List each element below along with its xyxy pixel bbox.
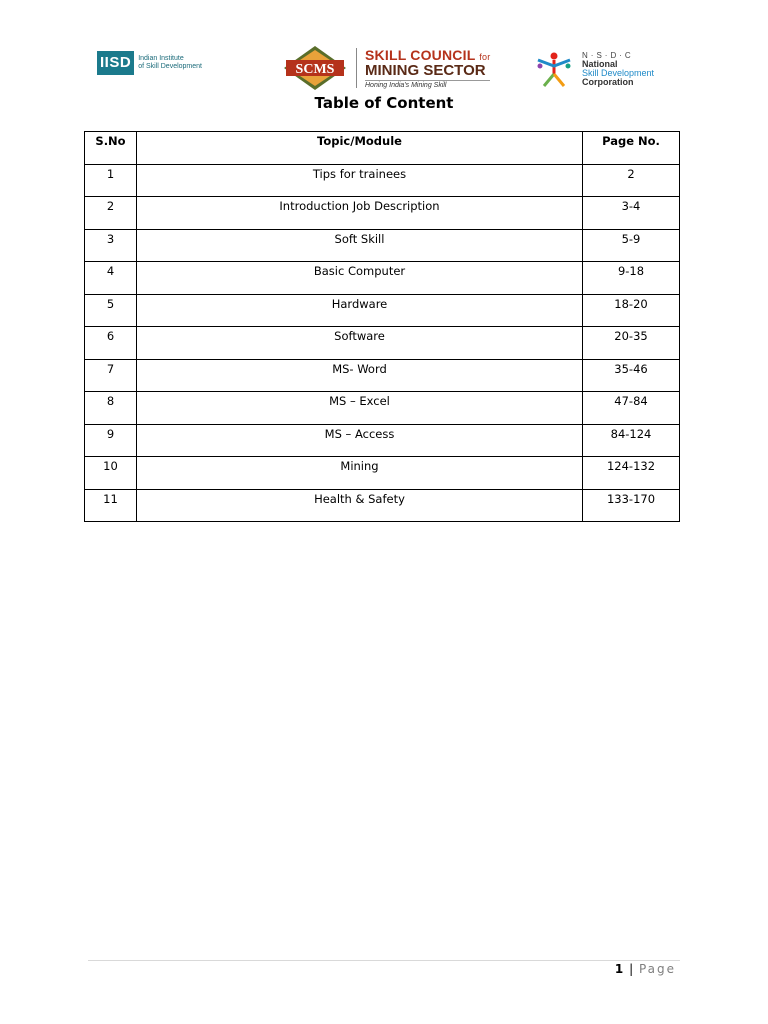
nsdc-logo-acronym: N·S·D·C — [582, 51, 634, 60]
cell-page: 133-170 — [583, 489, 680, 522]
cell-topic: Software — [137, 327, 583, 360]
table-header-row — [85, 132, 680, 165]
table-row — [85, 457, 680, 490]
page-footer — [615, 962, 676, 976]
footer-divider — [88, 960, 680, 961]
scms-logo-abbr: SCMS — [295, 62, 335, 77]
iisd-logo-text — [138, 55, 202, 71]
table-row — [85, 197, 680, 230]
column-header-page: Page No. — [583, 132, 680, 165]
scms-logo-tagline: Honing India's Mining Skill — [365, 80, 490, 89]
cell-page: 20-35 — [583, 327, 680, 360]
cell-page: 84-124 — [583, 424, 680, 457]
nsdc-logo-text — [582, 50, 654, 87]
page-label: Page — [638, 962, 676, 976]
scms-logo-text — [365, 48, 490, 89]
cell-sno: 4 — [85, 262, 137, 295]
cell-page: 124-132 — [583, 457, 680, 490]
nsdc-logo-line1: National — [582, 59, 618, 69]
scms-logo-line1: SKILL COUNCIL — [365, 46, 476, 63]
cell-topic: Tips for trainees — [137, 164, 583, 197]
column-header-topic: Topic/Module — [137, 132, 583, 165]
table-of-contents — [84, 131, 680, 522]
cell-sno: 8 — [85, 392, 137, 425]
scms-logo-line2: MINING SECTOR — [365, 61, 486, 79]
nsdc-logo-line3: Corporation — [582, 77, 634, 87]
cell-sno: 11 — [85, 489, 137, 522]
table-row — [85, 392, 680, 425]
scms-logo — [282, 44, 490, 92]
cell-sno: 9 — [85, 424, 137, 457]
cell-topic: Soft Skill — [137, 229, 583, 262]
page-title: Table of Content — [314, 94, 454, 112]
cell-sno: 3 — [85, 229, 137, 262]
cell-topic: Introduction Job Description — [137, 197, 583, 230]
cell-page: 35-46 — [583, 359, 680, 392]
table-row — [85, 262, 680, 295]
iisd-logo-line1: Indian Institute — [138, 55, 184, 62]
cell-page: 47-84 — [583, 392, 680, 425]
iisd-logo-line2: of Skill Development — [138, 63, 202, 70]
cell-sno: 6 — [85, 327, 137, 360]
cell-topic: MS – Access — [137, 424, 583, 457]
scms-logo-mark — [282, 45, 348, 91]
cell-page: 2 — [583, 164, 680, 197]
nsdc-logo — [532, 50, 654, 90]
cell-topic: Mining — [137, 457, 583, 490]
cell-page: 9-18 — [583, 262, 680, 295]
scms-logo-divider — [356, 48, 357, 88]
iisd-logo-mark: IISD — [97, 51, 134, 75]
table-row — [85, 489, 680, 522]
iisd-logo — [97, 50, 202, 76]
cell-sno: 1 — [85, 164, 137, 197]
cell-page: 5-9 — [583, 229, 680, 262]
table-row — [85, 327, 680, 360]
table-row — [85, 424, 680, 457]
cell-topic: Basic Computer — [137, 262, 583, 295]
cell-page: 18-20 — [583, 294, 680, 327]
table-row — [85, 164, 680, 197]
table-row — [85, 229, 680, 262]
footer-separator: | — [629, 962, 634, 976]
page-number: 1 — [614, 962, 624, 976]
cell-sno: 7 — [85, 359, 137, 392]
cell-topic: Hardware — [137, 294, 583, 327]
cell-topic: Health & Safety — [137, 489, 583, 522]
column-header-sno: S.No — [85, 132, 137, 165]
scms-logo-for: for — [479, 51, 491, 62]
table-row — [85, 359, 680, 392]
nsdc-logo-figure-icon — [532, 50, 576, 88]
cell-sno: 2 — [85, 197, 137, 230]
cell-page: 3-4 — [583, 197, 680, 230]
cell-sno: 5 — [85, 294, 137, 327]
nsdc-logo-line2: Skill Development — [582, 68, 655, 78]
table-row — [85, 294, 680, 327]
cell-sno: 10 — [85, 457, 137, 490]
cell-topic: MS – Excel — [137, 392, 583, 425]
cell-topic: MS- Word — [137, 359, 583, 392]
